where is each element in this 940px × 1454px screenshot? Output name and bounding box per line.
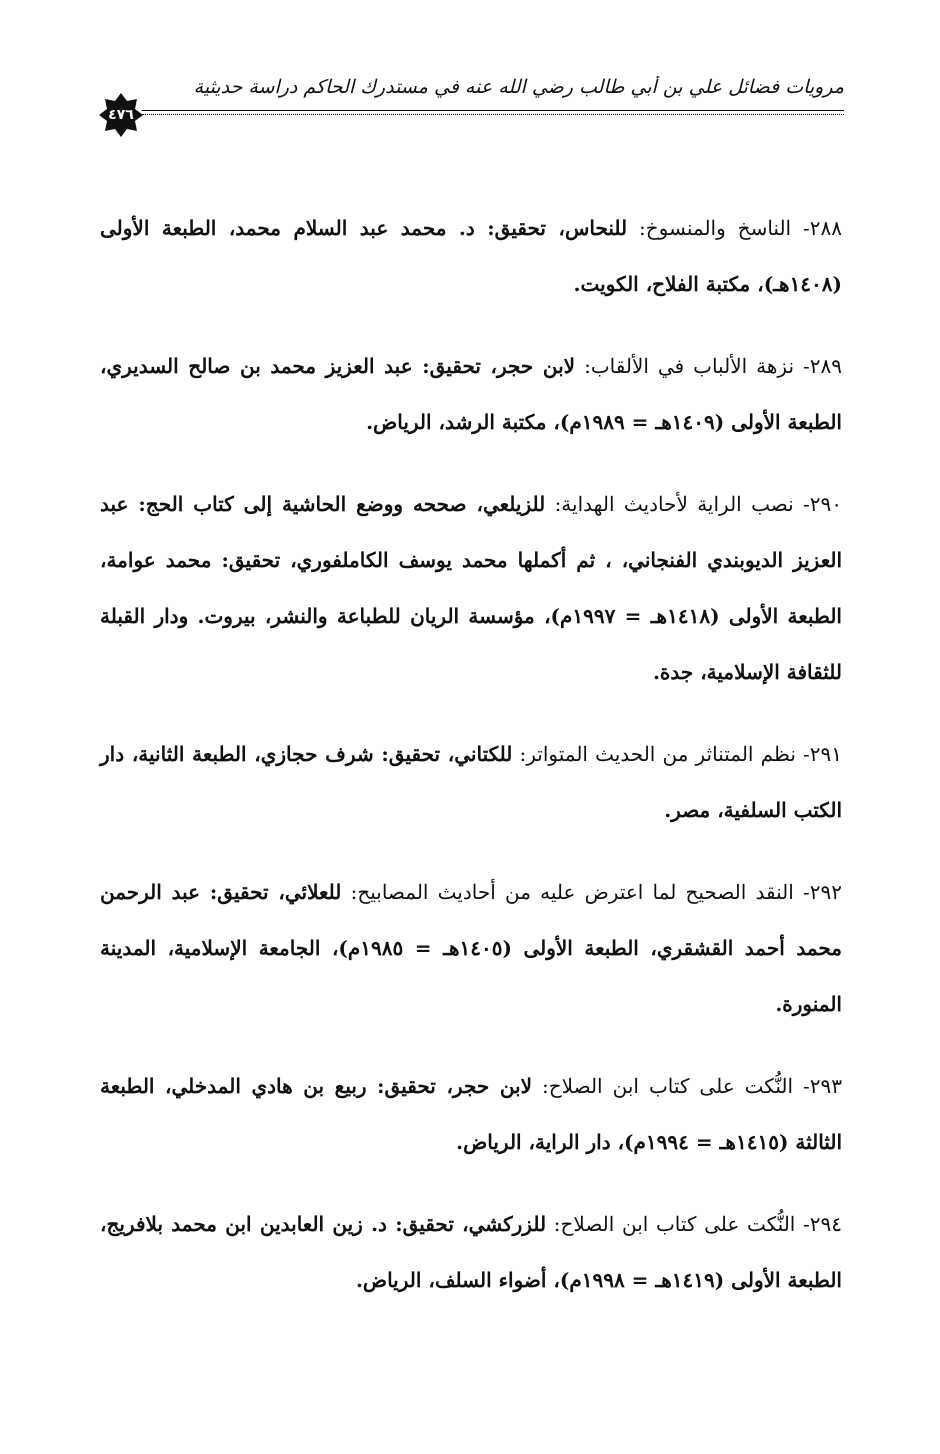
header-rule-dotted bbox=[142, 114, 844, 115]
entry-number: ٢٩١- bbox=[803, 742, 843, 766]
page-number: ٤٧٦ bbox=[108, 107, 134, 123]
bibliography-entry bbox=[100, 200, 842, 312]
entry-details: للنحاس، تحقيق: د. محمد عبد السلام محمد، الطبعة الأولى (١٤٠٨هـ)، مكتبة الفلاح، الكويت. bbox=[100, 216, 842, 296]
entry-title: الناسخ والمنسوخ: bbox=[639, 216, 792, 240]
header-rule bbox=[142, 110, 844, 111]
entry-number: ٢٩٢- bbox=[803, 880, 843, 904]
bibliography-entry bbox=[100, 1196, 842, 1308]
bibliography-entry bbox=[100, 338, 842, 450]
entry-title: النُّكت على كتاب ابن الصلاح: bbox=[542, 1074, 794, 1098]
entry-title: نصب الراية لأحاديث الهداية: bbox=[554, 492, 794, 516]
entry-details: للزيلعي، صححه ووضع الحاشية إلى كتاب الحج: عبد العزيز الديوبندي الفنجاني، ، ثم أكملها محمد يوسف الكاملفوري، تحقيق: محمد عوامة، الطبعة الأولى (١٤١٨هـ = ١٩٩٧م)، مؤسسة الريان للطباعة والنشر، بيروت. ودار القبلة للثقافة الإسلامية، جدة. bbox=[100, 492, 843, 684]
page-header bbox=[84, 72, 844, 130]
entry-number: ٢٨٩- bbox=[803, 354, 843, 378]
bibliography-list bbox=[100, 200, 842, 1334]
entry-number: ٢٩٠- bbox=[803, 492, 842, 516]
entry-title: نظم المتناثر من الحديث المتواتر: bbox=[519, 742, 796, 766]
page-number-badge bbox=[98, 92, 144, 138]
running-head-title: مرويات فضائل علي بن أبي طالب رضي الله عنه في مستدرك الحاكم دراسة حديثية bbox=[193, 76, 844, 98]
bibliography-entry bbox=[100, 864, 842, 1032]
bibliography-entry bbox=[100, 476, 842, 700]
entry-title: النُّكت على كتاب ابن الصلاح: bbox=[553, 1212, 796, 1236]
bibliography-entry bbox=[100, 1058, 842, 1170]
entry-number: ٢٩٣- bbox=[803, 1074, 843, 1098]
entry-number: ٢٩٤- bbox=[803, 1212, 843, 1236]
entry-details: للعلائي، تحقيق: عبد الرحمن محمد أحمد القشقري، الطبعة الأولى (١٤٠٥هـ = ١٩٨٥م)، الجامعة الإسلامية، المدينة المنورة. bbox=[100, 880, 843, 1016]
entry-details: لابن حجر، تحقيق: عبد العزيز محمد بن صالح السديري، الطبعة الأولى (١٤٠٩هـ = ١٩٨٩م)، مكتبة الرشد، الرياض. bbox=[100, 354, 842, 434]
bibliography-entry bbox=[100, 726, 842, 838]
entry-title: النقد الصحيح لما اعترض عليه من أحاديث المصابيح: bbox=[350, 880, 794, 904]
entry-details: لابن حجر، تحقيق: ربيع بن هادي المدخلي، الطبعة الثالثة (١٤١٥هـ = ١٩٩٤م)، دار الراية، الرياض. bbox=[100, 1074, 842, 1154]
entry-details: للكتاني، تحقيق: شرف حجازي، الطبعة الثانية، دار الكتب السلفية، مصر. bbox=[100, 742, 842, 822]
entry-details: للزركشي، تحقيق: د. زين العابدين ابن محمد بلافريج، الطبعة الأولى (١٤١٩هـ = ١٩٩٨م)، أضواء السلف، الرياض. bbox=[100, 1212, 842, 1292]
entry-number: ٢٨٨- bbox=[803, 216, 843, 240]
entry-title: نزهة الألباب في الألقاب: bbox=[584, 354, 795, 378]
